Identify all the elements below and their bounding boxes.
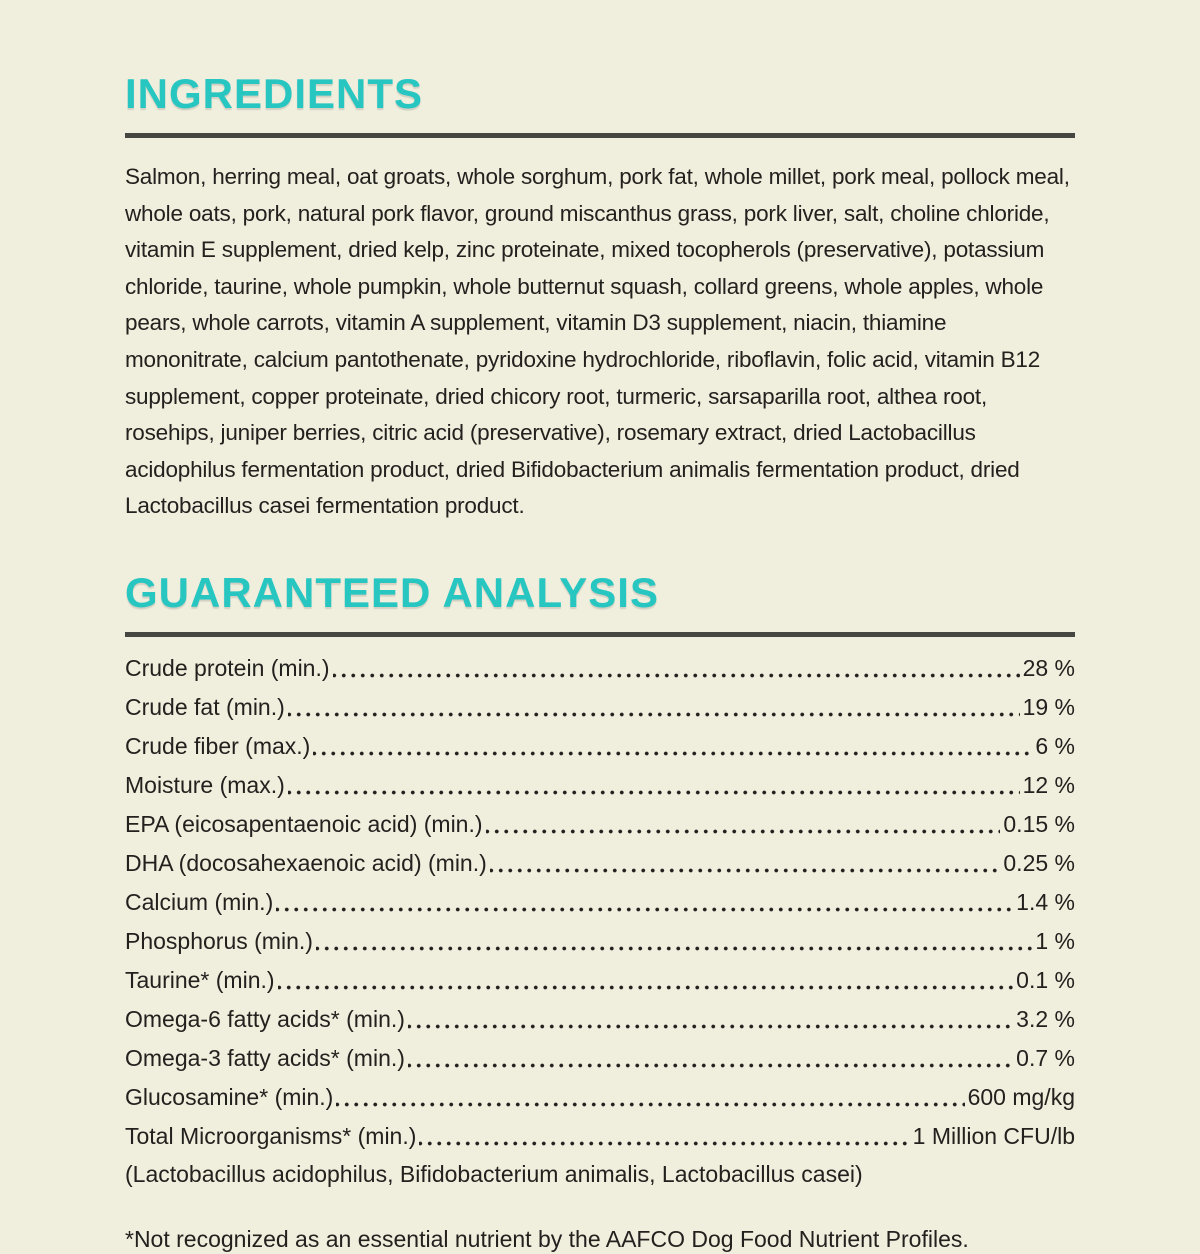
- analysis-table: [125, 649, 1075, 1192]
- leader-dots: [316, 922, 1032, 961]
- analysis-row: [125, 766, 1075, 805]
- analysis-label: Omega-3 fatty acids* (min.): [125, 1045, 405, 1072]
- analysis-row: [125, 688, 1075, 727]
- leader-dots: [278, 961, 1014, 1000]
- analysis-row: [125, 649, 1075, 688]
- analysis-label: Crude fiber (max.): [125, 733, 311, 760]
- analysis-label: Calcium (min.): [125, 889, 274, 916]
- leader-dots: [288, 766, 1020, 805]
- analysis-label: DHA (docosahexaenoic acid) (min.): [125, 850, 487, 877]
- analysis-label: Moisture (max.): [125, 772, 285, 799]
- leader-dots: [276, 883, 1013, 922]
- analysis-row: [125, 1117, 1075, 1156]
- analysis-value: 3.2 %: [1016, 1006, 1075, 1033]
- analysis-value: 1 Million CFU/lb: [912, 1123, 1075, 1150]
- analysis-label: Total Microorganisms* (min.): [125, 1123, 417, 1150]
- analysis-row: [125, 844, 1075, 883]
- analysis-row: [125, 805, 1075, 844]
- analysis-label: Glucosamine* (min.): [125, 1084, 334, 1111]
- analysis-value: 12 %: [1022, 772, 1075, 799]
- leader-dots: [333, 649, 1020, 688]
- analysis-value: 28 %: [1022, 655, 1075, 682]
- leader-dots: [486, 805, 1001, 844]
- analysis-value: 19 %: [1022, 694, 1075, 721]
- analysis-row: [125, 1078, 1075, 1117]
- analysis-row: [125, 922, 1075, 961]
- analysis-value: 1.4 %: [1016, 889, 1075, 916]
- analysis-label: EPA (eicosapentaenoic acid) (min.): [125, 811, 483, 838]
- leader-dots: [313, 727, 1032, 766]
- analysis-row: [125, 1039, 1075, 1078]
- analysis-row: [125, 727, 1075, 766]
- analysis-value: 0.25 %: [1003, 850, 1075, 877]
- guaranteed-analysis-section: [125, 571, 1075, 1254]
- analysis-value: 0.1 %: [1016, 967, 1075, 994]
- analysis-value: 600 mg/kg: [967, 1084, 1075, 1111]
- analysis-label: Omega-6 fatty acids* (min.): [125, 1006, 405, 1033]
- leader-dots: [336, 1078, 964, 1117]
- ingredients-text: Salmon, herring meal, oat groats, whole sorghum, pork fat, whole millet, pork meal, pollock meal, whole oats, pork, natural pork flavor, ground miscanthus grass, pork liver, salt, choline chloride, vitamin E supplement, dried kelp, zinc proteinate, mixed tocopherols (preservative), potassium chloride, taurine, whole pumpkin, whole butternut squash, collard greens, whole apples, whole pears, whole carrots, vitamin A supplement, vitamin D3 supplement, niacin, thiamine mononitrate, calcium pantothenate, pyridoxine hydrochloride, riboflavin, folic acid, vitamin B12 supplement, copper proteinate, dried chicory root, turmeric, sarsaparilla root, althea root, rosehips, juniper berries, citric acid (preservative), rosemary extract, dried Lactobacillus acidophilus fermentation product, dried Bifidobacterium animalis fermentation product, dried Lactobacillus casei fermentation product.: [125, 164, 1070, 519]
- leader-dots: [408, 1000, 1013, 1039]
- aafco-footnote: *Not recognized as an essential nutrient by the AAFCO Dog Food Nutrient Profiles.: [125, 1226, 969, 1253]
- leader-dots: [408, 1039, 1013, 1078]
- analysis-value: 0.15 %: [1003, 811, 1075, 838]
- ingredients-divider: [125, 133, 1075, 138]
- leader-dots: [419, 1117, 909, 1156]
- analysis-label: Phosphorus (min.): [125, 928, 313, 955]
- analysis-label: Crude fat (min.): [125, 694, 285, 721]
- analysis-value: 6 %: [1035, 733, 1075, 760]
- ingredients-title: INGREDIENTS: [125, 70, 424, 117]
- ingredients-section: [125, 72, 1075, 525]
- analysis-row: [125, 961, 1075, 1000]
- analysis-label: Crude protein (min.): [125, 655, 330, 682]
- guaranteed-analysis-title: GUARANTEED ANALYSIS: [125, 569, 659, 617]
- leader-dots: [490, 844, 1001, 883]
- analysis-value: 1 %: [1035, 928, 1075, 955]
- analysis-row-note: (Lactobacillus acidophilus, Bifidobacterium animalis, Lactobacillus casei): [125, 1161, 863, 1188]
- analysis-label: Taurine* (min.): [125, 967, 275, 994]
- guaranteed-analysis-divider: [125, 632, 1075, 637]
- analysis-value: 0.7 %: [1016, 1045, 1075, 1072]
- leader-dots: [288, 688, 1020, 727]
- analysis-row: [125, 883, 1075, 922]
- analysis-row: [125, 1000, 1075, 1039]
